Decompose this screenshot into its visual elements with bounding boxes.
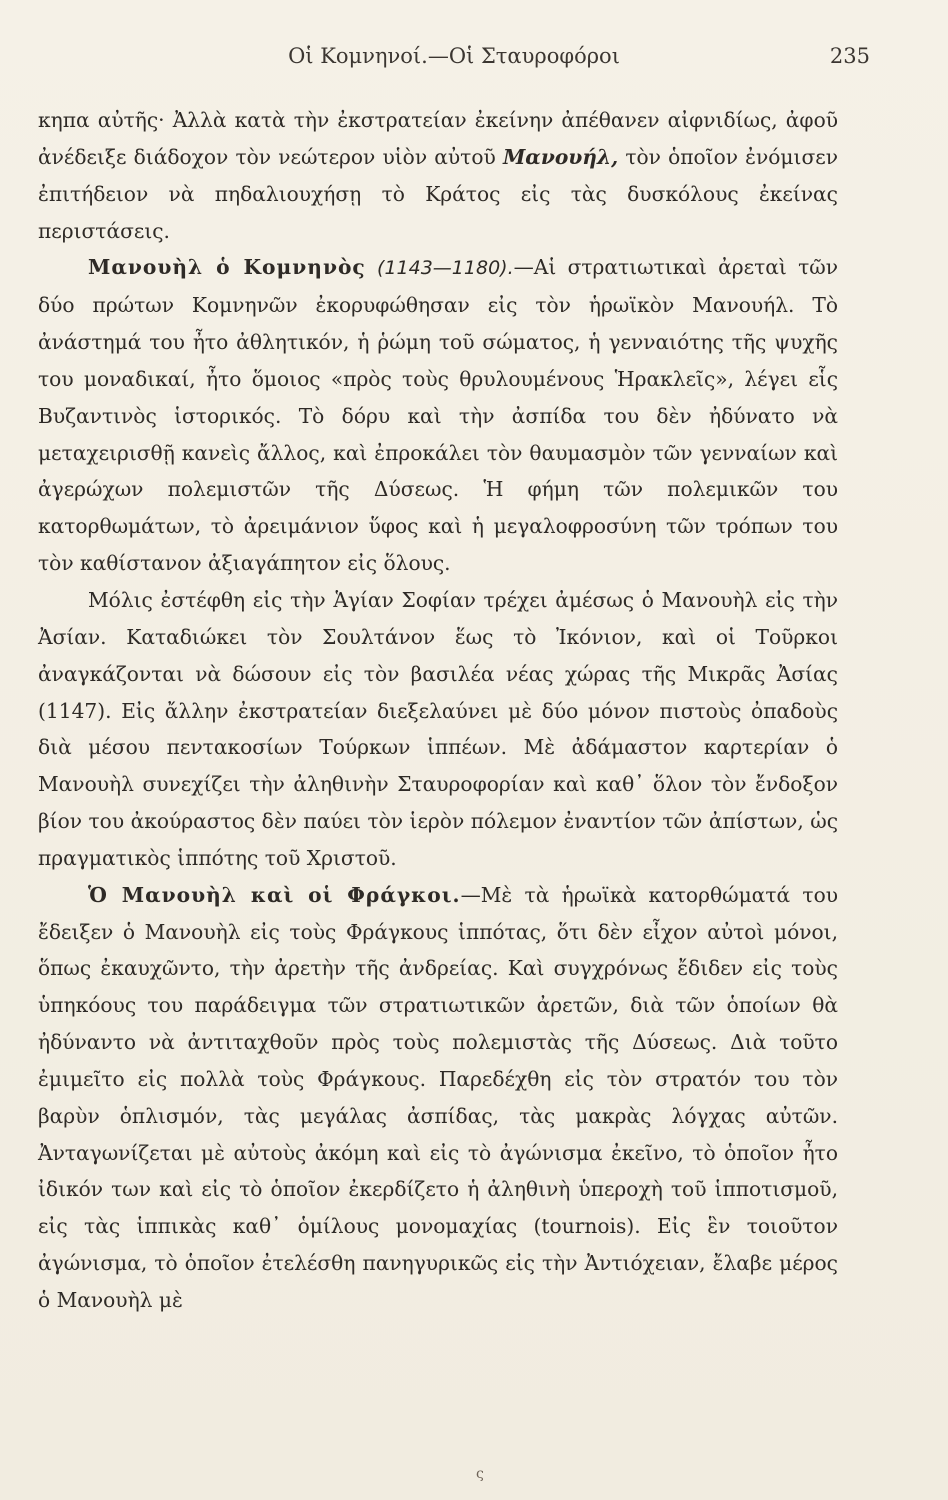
paragraph-2-text: —Αἱ στρατιωτικαὶ ἀρεταὶ τῶν δύο πρώτων Κομνηνῶν ἐκορυφώθησαν εἰς τὸν ἡρωϊκὸν Μανουήλ. Τὸ ἀνάστημά του ἦτο ἀθλητικόν, ἡ ῥώμη τοῦ σώματος, ἡ γενναιότης τῆς ψυχῆς του μοναδικαί, ἦτο ὅμοιος «πρὸς τοὺς θρυλουμένους Ἡρακλεῖς», λέγει εἷς Βυζαντινὸς ἱστορικός. Τὸ δόρυ καὶ τὴν ἀσπίδα του δὲν ἠδύνατο νὰ μεταχειρισθῇ κανεὶς ἄλλος, καὶ ἐπροκάλει τὸν θαυμασμὸν τῶν γενναίων καὶ ἀγερώχων πολεμιστῶν τῆς Δύσεως. Ἡ φήμη τῶν πολεμικῶν του κατορθωμάτων, τὸ ἀρειμάνιον ὕφος καὶ ἡ μεγαλοφροσύνη τῶν τρόπων του τὸν καθίστανον ἀξιαγάπητον εἰς ὅλους. <box>38 255 839 576</box>
paragraph-1-text-a: κηπα αὐτῆς· Ἀλλὰ κατὰ τὴν ἐκστρατείαν ἐκείνην ἀπέθανεν αἰφνιδίως, ἀφοῦ ἀνέδειξε διάδοχον τὸν νεώτερον υἱὸν αὐτοῦ <box>38 108 838 169</box>
emphasized-name: Μανουήλ, <box>502 144 619 169</box>
paragraph-2 <box>38 249 838 582</box>
paragraph-1-text-b: τὸν ὁποῖον ἐνόμισεν ἐπιτήδειον νὰ πηδαλιουχήσῃ τὸ Κράτος εἰς τὰς δυσκόλους ἐκείνας περιστάσεις. <box>38 144 838 243</box>
section-heading-franks: Ὁ Μανουὴλ καὶ οἱ Φράγκοι. <box>88 882 461 907</box>
body-text <box>38 102 838 1319</box>
page-number: 235 <box>829 44 870 68</box>
section-heading-manuel: Μανουὴλ ὁ Κομνηνὸς <box>88 255 366 280</box>
paragraph-3-text: Μόλις ἐστέφθη εἰς τὴν Ἁγίαν Σοφίαν τρέχει ἀμέσως ὁ Μανουὴλ εἰς τὴν Ἀσίαν. Καταδιώκει τὸν Σουλτάνον ἕως τὸ Ἰκόνιον, καὶ οἱ Τοῦρκοι ἀναγκάζονται νὰ δώσουν εἰς τὸν βασιλέα νέας χώρας τῆς Μικρᾶς Ἀσίας (1147). Εἰς ἄλλην ἐκστρατείαν διεξελαύνει μὲ δύο μόνον πιστοὺς ὀπαδοὺς διὰ μέσου πεντακοσίων Τούρκων ἱππέων. Μὲ ἀδάμαστον καρτερίαν ὁ Μανουὴλ συνεχίζει τὴν ἀληθινὴν Σταυροφορίαν καὶ καθ᾽ ὅλον τὸν ἔνδοξον βίον του ἀκούραστος δὲν παύει τὸν ἱερὸν πόλεμον ἐναντίον τῶν ἀπίστων, ὡς πραγματικὸς ἱππότης τοῦ Χριστοῦ. <box>38 587 838 870</box>
paragraph-3 <box>38 582 838 877</box>
paragraph-1 <box>38 102 838 249</box>
paragraph-4-text: —Μὲ τὰ ἡρωϊκὰ κατορθώματά του ἔδειξεν ὁ Μανουὴλ εἰς τοὺς Φράγκους ἱππότας, ὅτι δὲν εἶχον αὐτοὶ μόνοι, ὅπως ἐκαυχῶντο, τὴν ἀρετὴν τῆς ἀνδρείας. Καὶ συγχρόνως ἔδιδεν εἰς τοὺς ὑπηκόους του παράδειγμα τῶν στρατιωτικῶν ἀρετῶν, διὰ τῶν ὁποίων θὰ ἠδύναντο νὰ ἀντιταχθοῦν πρὸς τοὺς πολεμιστὰς τῆς Δύσεως. Διὰ τοῦτο ἐμιμεῖτο εἰς πολλὰ τοὺς Φράγκους. Παρεδέχθη εἰς τὸν στρατόν του τὸν βαρὺν ὁπλισμόν, τὰς μεγάλας ἀσπίδας, τὰς μακρὰς λόγχας αὐτῶν. Ἀνταγωνίζεται μὲ αὐτοὺς ἀκόμη καὶ εἰς τὸ ἀγώνισμα ἐκεῖνο, τὸ ὁποῖον ἦτο ἰδικόν των καὶ εἰς τὸ ὁποῖον ἐκερδίζετο ἡ ἀληθινὴ ὑπεροχὴ τοῦ ἱπποτισμοῦ, εἰς τὰς ἱππικὰς καθ᾽ ὁμίλους μονομαχίας (tournois). Εἰς ἓν τοιοῦτον ἀγώνισμα, τὸ ὁποῖον ἐτελέσθη πανηγυρικῶς εἰς τὴν Ἀντιόχειαν, ἔλαβε μέρος ὁ Μανουὴλ μὲ <box>38 882 838 1312</box>
footer-mark: ς <box>476 1466 484 1482</box>
paragraph-4 <box>38 877 838 1319</box>
running-title: Οἱ Κομνηνοί.—Οἱ Σταυροφόροι <box>288 44 620 68</box>
page-header <box>38 44 870 74</box>
section-dates: (1143—1180). <box>377 257 514 280</box>
